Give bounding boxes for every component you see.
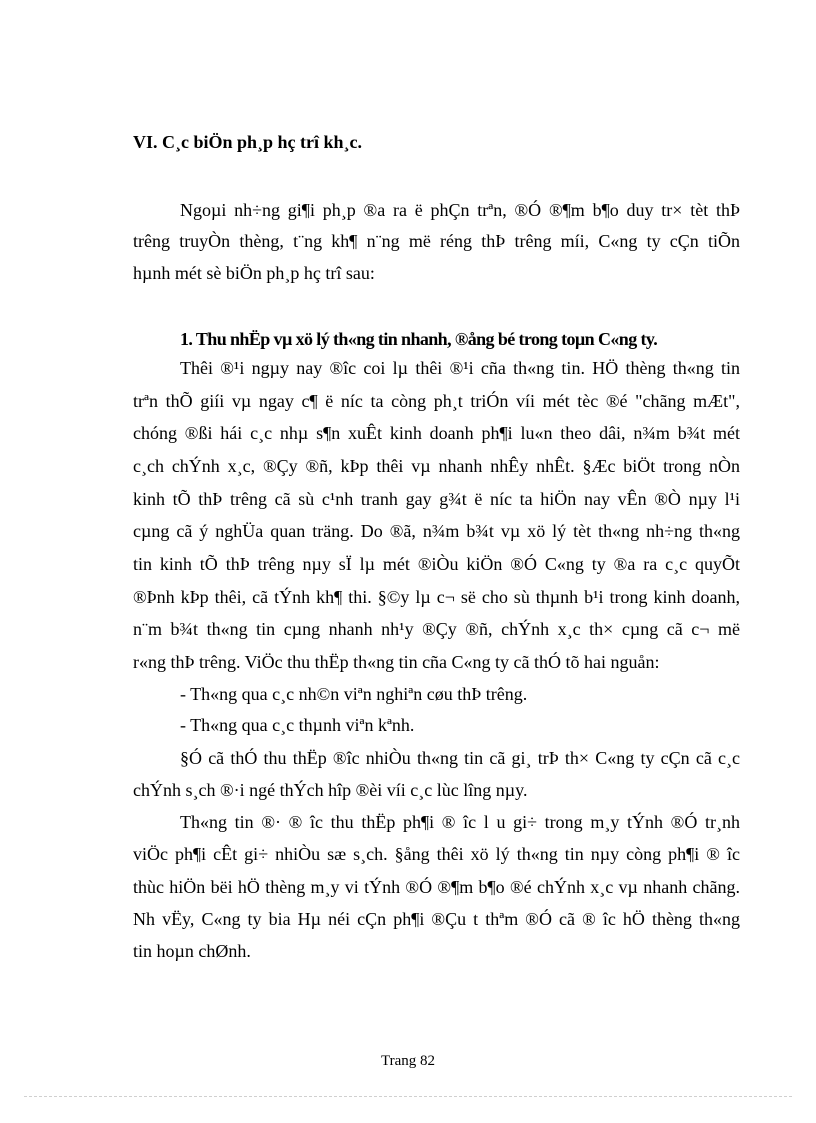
- paragraph2-line: ®Þnh kÞp thêi, cã tÝnh kh¶ thi. §©y lµ c¬ së cho sù thµnh b¹i trong kinh doanh,: [133, 587, 740, 607]
- paragraph4-line: viÖc ph¶i cÊt gi÷ nhiÒu sæ s¸ch. §ång thêi xö lý th«ng tin nµy còng ph¶i ® îc: [133, 844, 740, 864]
- paragraph3-line: chÝnh s¸ch ®·i ngé thÝch hîp ®èi víi c¸c lùc lîng nµy.: [133, 780, 528, 800]
- paragraph1-line: trêng truyÒn thèng, t¨ng kh¶ n¨ng më réng thÞ trêng míi, C«ng ty cÇn tiÕn: [133, 231, 740, 251]
- paragraph1-line: hµnh mét sè biÖn ph¸p hç trî sau:: [133, 263, 375, 283]
- subsection-heading: 1. Thu nhËp vµ xö lý th«ng tin nhanh, ®ång bé trong toµn C«ng ty.: [180, 329, 658, 349]
- page-bottom-rule: [24, 1096, 792, 1097]
- section-heading: VI. C¸c biÖn ph¸p hç trî kh¸c.: [133, 132, 363, 152]
- paragraph2-line: c¸ch chÝnh x¸c, ®Çy ®ñ, kÞp thêi vµ nhanh nhÊy nhÊt. §Æc biÖt trong nÒn: [133, 456, 740, 476]
- paragraph4-line: thùc hiÖn bëi hÖ thèng m¸y vi tÝnh ®Ó ®¶m b¶o ®é chÝnh x¸c vµ nhanh chãng.: [133, 877, 740, 897]
- paragraph2-line: trªn thÕ giíi vµ ngay c¶ ë níc ta còng ph¸t triÓn víi mét tèc ®é "chãng mÆt",: [133, 391, 740, 411]
- paragraph4-line: Th«ng tin ®· ® îc thu thËp ph¶i ® îc l u gi÷ trong m¸y tÝnh ®Ó tr¸nh: [180, 812, 740, 832]
- paragraph1-line: Ngoµi nh÷ng gi¶i ph¸p ®a ra ë phÇn trªn, ®Ó ®¶m b¶o duy tr× tèt thÞ: [180, 200, 740, 220]
- bullet-item: - Th«ng qua c¸c thµnh viªn kªnh.: [180, 715, 415, 735]
- page-number: Trang 82: [380, 1053, 436, 1069]
- paragraph4-line: Nh vËy, C«ng ty bia Hµ néi cÇn ph¶i ®Çu t thªm ®Ó cã ® îc hÖ thèng th«ng: [133, 909, 740, 929]
- paragraph2-line: cµng cã ý nghÜa quan träng. Do ®ã, n¾m b¾t vµ xö lý tèt th«ng nh÷ng th«ng: [133, 521, 740, 541]
- paragraph2-line: chóng ®ßi hái c¸c nhµ s¶n xuÊt kinh doanh ph¶i lu«n theo dâi, n¾m b¾t mét: [133, 423, 740, 443]
- paragraph4-line: tin hoµn chØnh.: [133, 941, 251, 961]
- paragraph2-line: kinh tÕ thÞ trêng cã sù c¹nh tranh gay g¾t ë níc ta hiÖn nay vÊn ®Ò nµy l¹i: [133, 489, 740, 509]
- bullet-item: - Th«ng qua c¸c nh©n viªn nghiªn cøu thÞ trêng.: [180, 684, 528, 704]
- paragraph3-line: §Ó cã thÓ thu thËp ®îc nhiÒu th«ng tin cã gi¸ trÞ th× C«ng ty cÇn cã c¸c: [180, 748, 740, 768]
- paragraph2-line: n¨m b¾t th«ng tin cµng nhanh nh¹y ®Çy ®ñ, chÝnh x¸c th× cµng cã c¬ më: [133, 619, 740, 639]
- paragraph2-line: tin kinh tÕ thÞ trêng nµy sÏ lµ mét ®iÒu kiÖn ®Ó C«ng ty ®a ra c¸c quyÕt: [133, 554, 740, 574]
- paragraph2-line: Thêi ®¹i ngµy nay ®îc coi lµ thêi ®¹i cña th«ng tin. HÖ thèng th«ng tin: [180, 358, 740, 378]
- paragraph2-line: r«ng thÞ trêng. ViÖc thu thËp th«ng tin cña C«ng ty cã thÓ tõ hai nguån:: [133, 652, 660, 672]
